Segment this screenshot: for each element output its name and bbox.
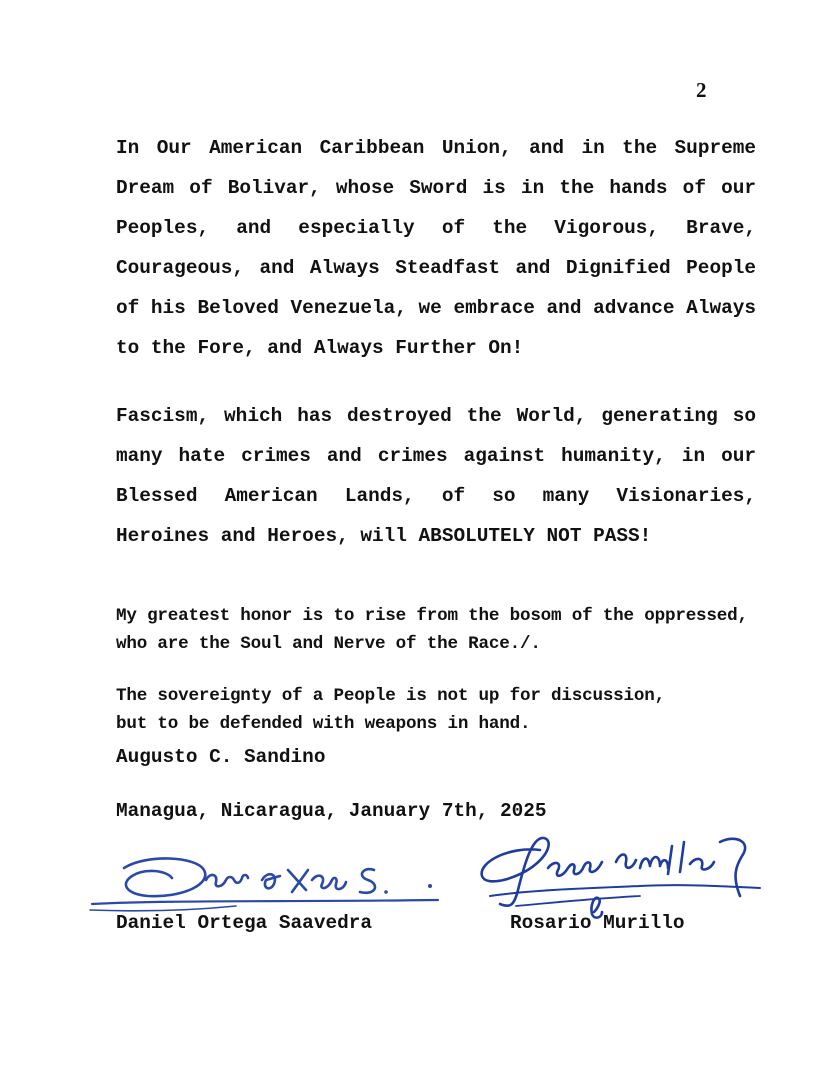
body-paragraph-union: In Our American Caribbean Union, and in the Supreme Dream of Bolivar, whose Sword is in the hands of our Peoples, and especially of the Vigorous, Brave, Courageous, and Always Steadfast and Dignified People of his Beloved Venezuela, we embrace and advance Always to the Fore, and Always Further On! [116,137,756,359]
quote-sovereignty-line-1: The sovereignty of a People is not up for discussion, [116,686,665,706]
place-and-date: Managua, Nicaragua, January 7th, 2025 [116,800,547,822]
quote-honor-line-2: who are the Soul and Nerve of the Race./. [116,634,541,654]
signature-ortega [86,840,446,920]
signatory-name-ortega: Daniel Ortega Saavedra [116,912,372,934]
quote-sovereignty-line-2: but to be defended with weapons in hand. [116,714,531,734]
signature-murillo-ink [482,838,760,918]
body-paragraph-fascism: Fascism, which has destroyed the World, generating so many hate crimes and crimes against humanity, in our Blessed American Lands, of so many Visionaries, Heroines and Heroes, will ABSOLUTELY NOT PASS! [116,405,756,547]
signatory-name-murillo: Rosario Murillo [510,912,685,934]
signature-ortega-ink [90,858,438,910]
quote-author: Augusto C. Sandino [116,746,326,768]
page-number: 2 [696,78,707,102]
quote-honor-line-1: My greatest honor is to rise from the bosom of the oppressed, [116,606,748,626]
